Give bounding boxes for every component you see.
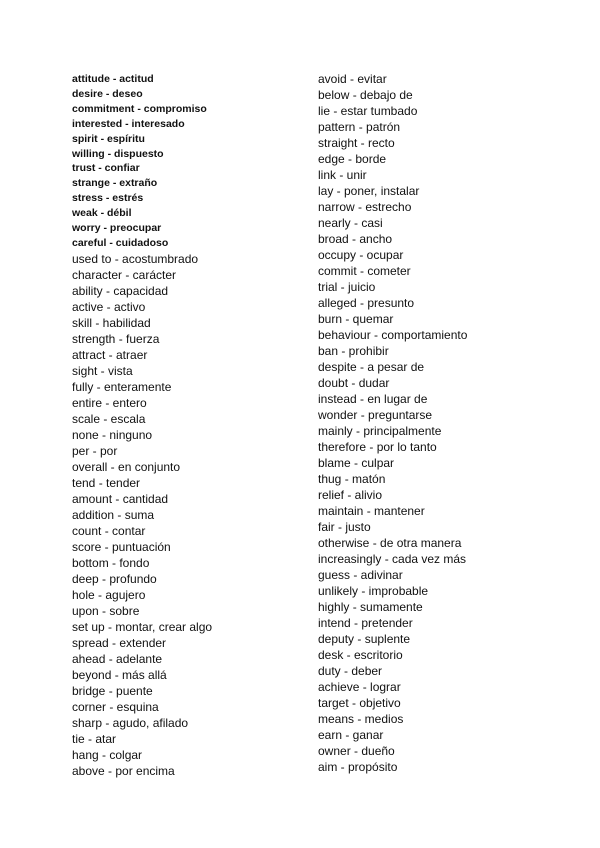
vocab-entry: unlikely - improbable <box>318 584 429 598</box>
vocab-entry: spirit - espíritu <box>72 132 145 145</box>
vocab-entry: edge - borde <box>318 152 387 166</box>
vocab-entry: used to - acostumbrado <box>72 251 199 266</box>
vocab-entry: desk - escritorio <box>318 648 403 662</box>
vocab-entry: mainly - principalmente <box>318 424 442 438</box>
vocab-entry: sharp - agudo, afilado <box>72 715 189 730</box>
vocab-entry: commit - cometer <box>318 264 411 278</box>
vocab-entry: bridge - puente <box>72 683 153 698</box>
vocab-entry: pattern - patrón <box>318 120 401 134</box>
vocab-entry: amount - cantidad <box>72 491 169 506</box>
vocab-entry: count - contar <box>72 523 146 538</box>
vocab-entry: below - debajo de <box>318 88 413 102</box>
vocab-entry: hang - colgar <box>72 747 143 762</box>
vocab-entry: attitude - actitud <box>72 73 154 85</box>
vocab-entry: blame - culpar <box>318 456 395 470</box>
vocab-entry: scale - escala <box>72 411 146 426</box>
vocab-entry: corner - esquina <box>72 699 159 714</box>
vocab-entry: hole - agujero <box>72 587 146 602</box>
vocab-entry: above - por encima <box>72 763 175 778</box>
vocab-entry: wonder - preguntarse <box>318 408 433 422</box>
vocab-entry: otherwise - de otra manera <box>318 536 462 550</box>
vocab-entry: willing - dispuesto <box>72 147 164 160</box>
vocab-entry: intend - pretender <box>318 616 413 630</box>
vocab-entry: ahead - adelante <box>72 651 163 666</box>
vocab-entry: behaviour - comportamiento <box>318 328 468 342</box>
vocab-entry: link - unir <box>318 168 367 182</box>
vocab-entry: despite - a pesar de <box>318 360 425 374</box>
vocab-entry: relief - alivio <box>318 488 383 502</box>
vocab-entry: weak - débil <box>72 207 132 220</box>
vocab-entry: set up - montar, crear algo <box>72 619 213 634</box>
vocab-entry: bottom - fondo <box>72 555 150 570</box>
vocab-entry: lie - estar tumbado <box>318 104 418 118</box>
vocab-entry: thug - matón <box>318 472 386 486</box>
vocab-entry: lay - poner, instalar <box>318 184 420 198</box>
vocab-entry: avoid - evitar <box>318 72 387 86</box>
vocab-entry: highly - sumamente <box>318 600 423 614</box>
vocab-entry: addition - suma <box>72 507 155 522</box>
vocab-entry: skill - habilidad <box>72 315 151 330</box>
vocab-entry: occupy - ocupar <box>318 248 404 262</box>
vocab-entry: increasingly - cada vez más <box>318 552 467 566</box>
vocab-entry: guess - adivinar <box>318 568 403 582</box>
vocab-entry: narrow - estrecho <box>318 200 412 214</box>
vocab-entry: achieve - lograr <box>318 680 401 694</box>
vocab-entry: trial - juicio <box>318 280 376 294</box>
vocab-entry: careful - cuidadoso <box>72 236 169 249</box>
vocab-entry: broad - ancho <box>318 232 393 246</box>
vocab-entry: fair - justo <box>318 520 371 534</box>
vocab-entry: stress - estrés <box>72 192 144 205</box>
vocab-entry: spread - extender <box>72 635 167 650</box>
vocab-entry: deputy - suplente <box>318 632 411 646</box>
vocab-entry: instead - en lugar de <box>318 392 428 406</box>
vocab-entry: maintain - mantener <box>318 504 425 518</box>
vocab-entry: tend - tender <box>72 475 141 490</box>
vocab-entry: alleged - presunto <box>318 296 415 310</box>
vocab-entry: beyond - más allá <box>72 667 167 682</box>
vocab-entry: burn - quemar <box>318 312 394 326</box>
vocab-entry: per - por <box>72 443 118 458</box>
vocab-entry: sight - vista <box>72 363 133 378</box>
vocab-entry: active - activo <box>72 299 146 314</box>
vocab-entry: owner - dueño <box>318 744 395 758</box>
vocab-entry: deep - profundo <box>72 571 157 586</box>
vocab-entry: therefore - por lo tanto <box>318 440 437 454</box>
vocab-entry: tie - atar <box>72 731 117 746</box>
vocab-entry: interested - interesado <box>72 117 185 130</box>
vocab-entry: worry - preocupar <box>72 222 162 235</box>
vocab-entry: strange - extraño <box>72 177 158 190</box>
vocab-entry: score - puntuación <box>72 539 171 554</box>
vocab-entry: overall - en conjunto <box>72 459 181 474</box>
vocab-entry: commitment - compromiso <box>72 102 207 115</box>
vocab-entry: nearly - casi <box>318 216 383 230</box>
vocab-entry: character - carácter <box>72 267 177 282</box>
vocab-entry: doubt - dudar <box>318 376 390 390</box>
vocab-entry: none - ninguno <box>72 427 153 442</box>
vocab-entry: attract - atraer <box>72 347 148 362</box>
vocab-entry: upon - sobre <box>72 603 140 618</box>
vocab-entry: ban - prohibir <box>318 344 389 358</box>
vocab-entry: straight - recto <box>318 136 395 150</box>
vocab-entry: ability - capacidad <box>72 283 169 298</box>
vocab-entry: entire - entero <box>72 395 147 410</box>
vocab-entry: means - medios <box>318 712 404 726</box>
vocab-entry: fully - enteramente <box>72 379 172 394</box>
vocabulary-column-right <box>318 70 578 775</box>
vocab-entry: duty - deber <box>318 664 383 678</box>
vocab-entry: aim - propósito <box>318 760 398 774</box>
vocab-entry: trust - confiar <box>72 162 140 175</box>
vocab-entry: target - objetivo <box>318 696 401 710</box>
vocab-entry: strength - fuerza <box>72 331 160 346</box>
vocabulary-column-left <box>72 70 302 779</box>
vocab-entry: desire - deseo <box>72 87 143 100</box>
vocab-entry: earn - ganar <box>318 728 384 742</box>
